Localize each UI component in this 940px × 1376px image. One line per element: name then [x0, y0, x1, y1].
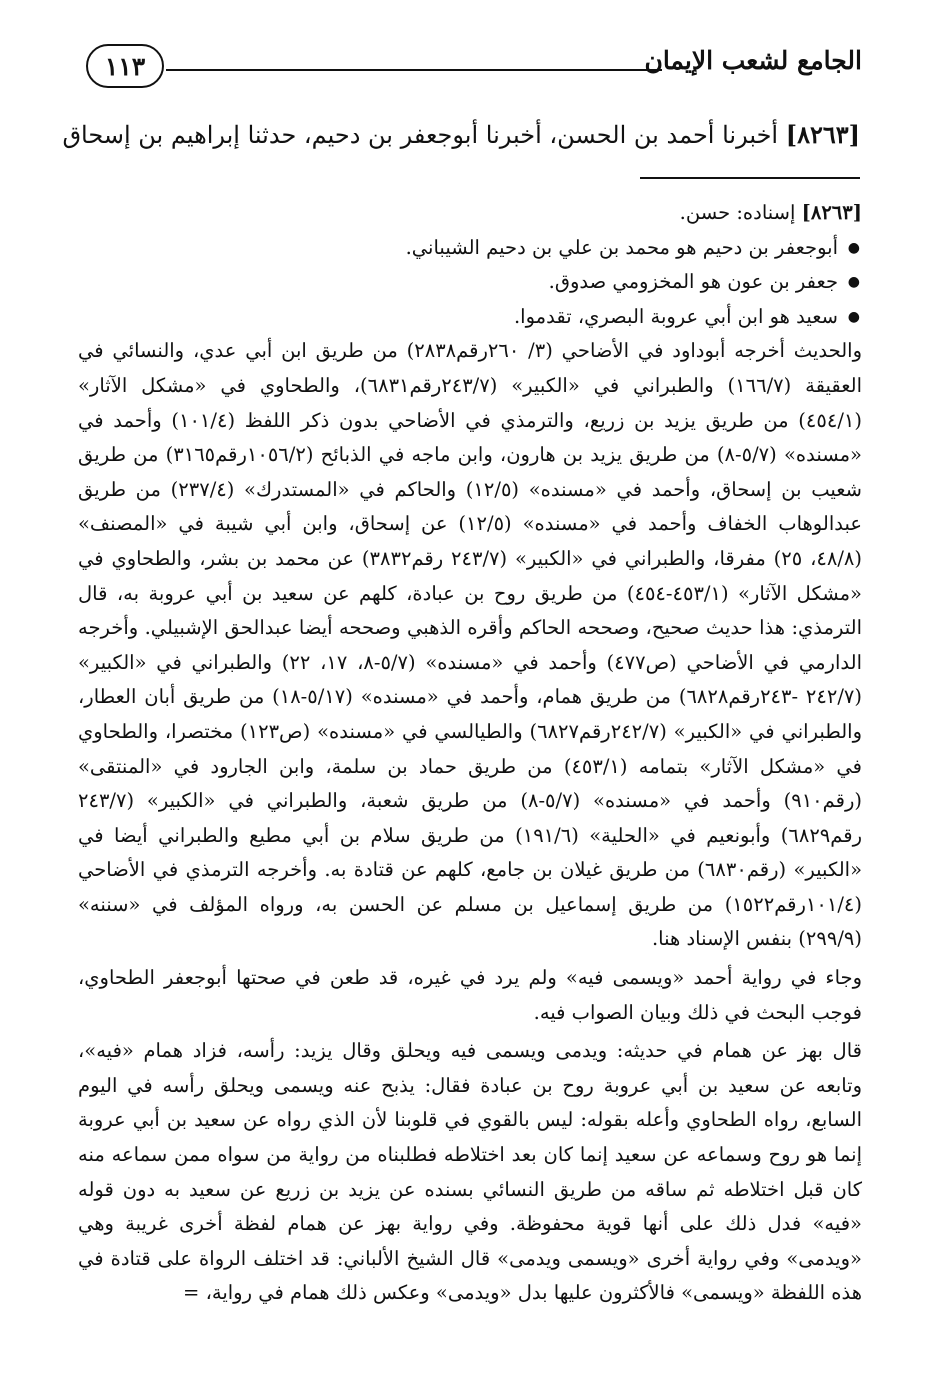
page-number: ١١٣ [86, 44, 164, 88]
page-header [86, 42, 862, 98]
discussion-paragraph: وجاء في رواية أحمد «ويسمى فيه» ولم يرد في غيره، قد طعن في صحتها أبوجعفر الطحاوي، فوجب البحث في ذلك وبيان الصواب فيه. [78, 966, 862, 1024]
header-rule [166, 69, 662, 71]
narrator-note: ● سعيد هو ابن أبي عروبة البصري، تقدموا. [78, 300, 862, 335]
footnote-number: [٨٢٦٣] [801, 201, 862, 224]
narrator-note: ● أبوجعفر بن دحيم هو محمد بن علي بن دحيم الشيباني. [78, 231, 862, 266]
main-hadith-text [62, 116, 860, 154]
book-title: الجامع لشعب الإيمان [644, 46, 862, 75]
footnote-separator [640, 177, 860, 179]
footnotes [78, 196, 862, 1315]
footnote-grading: إسناده: حسن. [679, 201, 796, 224]
narrator-list [78, 231, 862, 335]
narrator-note: ● جعفر بن عون هو المخزومي صدوق. [78, 265, 862, 300]
analysis-paragraph: قال بهز عن همام في حديثه: ويدمى ويسمى فيه ويحلق وقال يزيد: رأسه، فزاد همام «فيه»، وتابعه عن سعيد بن أبي عروبة روح بن عبادة فقال: يذبح عنه ويسمى ويحلق رأسه في اليوم السابع، رواه الطحاوي وأعله بقوله: ليس بالقوي في قلوبنا لأن الذي رواه عن سعيد بن أبي عروبة إنما هو روح وسماعه عن سعيد إنما كان بعد اختلاطه فطلبناه من رواية من سواه ممن سماعه منه كان قبل اختلاطه ثم ساقه من طريق النسائي بسنده عن يزيد بن زريع عن سعيد به دون قوله «فيه» فدل ذلك على أنها قوية محفوظة. وفي رواية بهز عن همام لفظة أخرى غريبة وهي «ويدمى» وفي رواية أخرى «ويسمى ويدمى» قال الشيخ الألباني: قد اختلف الرواة على قتادة في هذه اللفظة «ويسمى» فالأكثرون عليها بدل «ويدمى» وعكس ذلك همام في رواية، = [78, 1039, 862, 1305]
footnote-heading [78, 196, 862, 231]
takhrij-paragraph: والحديث أخرجه أبوداود في الأضاحي (٣/ ٢٦٠رقم٢٨٣٨) من طريق ابن أبي عدي، والنسائي في العقيقة (١٦٦/٧) والطبراني في «الكبير» (٢٤٣/٧رقم٦٨٣١)، والطحاوي في «مشكل الآثار» (٤٥٤/١) من طريق يزيد بن زريع، والترمذي في الأضاحي بدون ذكر اللفظ (١٠١/٤) وأحمد في «مسنده» (٥/٧-٨) من طريق يزيد بن هارون، وابن ماجه في الذبائح (١٠٥٦/٢رقم٣١٦٥) من طريق شعيب بن إسحاق، وأحمد في «مسنده» (١٢/٥) والحاكم في «المستدرك» (٢٣٧/٤) من طريق عبدالوهاب الخفاف وأحمد في «مسنده» (١٢/٥) عن إسحاق، وابن أبي شيبة في «المصنف» (٤٨/٨، ٢٥) مفرقا، والطبراني في «الكبير» (٢٤٣/٧ رقم٣٨٣٢) عن محمد بن بشر، والطحاوي في «مشكل الآثار» (٤٥٣/١-٤٥٤) من طريق روح بن عبادة، كلهم عن سعيد بن أبي عروبة به، قال الترمذي: هذا حديث صحيح، وصححه الحاكم وأقره الذهبي وصححه أيضا عبدالحق الإشبيلي. وأخرجه الدارمي في الأضاحي (ص٤٧٧) وأحمد في «مسنده» (٥/٧-٨، ١٧، ٢٢) والطبراني في «الكبير» (٢٤٢/٧ -٢٤٣رقم٦٨٢٨) من طريق همام، وأحمد في «مسنده» (٥/١٧-١٨) من طريق أبان العطار، والطبراني في «الكبير» (٢٤٢/٧رقم٦٨٢٧) والطيالسي في «مسنده» (ص١٢٣) مختصرا، والطحاوي في «مشكل الآثار» بتمامه (٤٥٣/١) من طريق حماد بن سلمة، وابن الجارود في «المنتقى» (رقم٩١٠) وأحمد في «مسنده» (٥/٧-٨) من طريق شعبة، والطبراني في «الكبير» (٢٤٣/٧ رقم٦٨٢٩) وأبونعيم في «الحلية» (١٩١/٦) من طريق سلام بن أبي مطيع والطبراني أيضا في «الكبير» (رقم٦٨٣٠) من طريق غيلان بن جامع، كلهم عن قتادة به. وأخرجه الترمذي في الأضاحي (١٠١/٤رقم١٥٢٢) من طريق إسماعيل بن مسلم عن الحسن به، ورواه المؤلف في «سننه» (٢٩٩/٩) بنفس الإسناد هنا. [78, 339, 863, 951]
hadith-number: [٨٢٦٣] [785, 120, 860, 149]
hadith-chain: أخبرنا أحمد بن الحسن، أخبرنا أبوجعفر بن دحيم، حدثنا إبراهيم بن إسحاق [62, 121, 779, 149]
